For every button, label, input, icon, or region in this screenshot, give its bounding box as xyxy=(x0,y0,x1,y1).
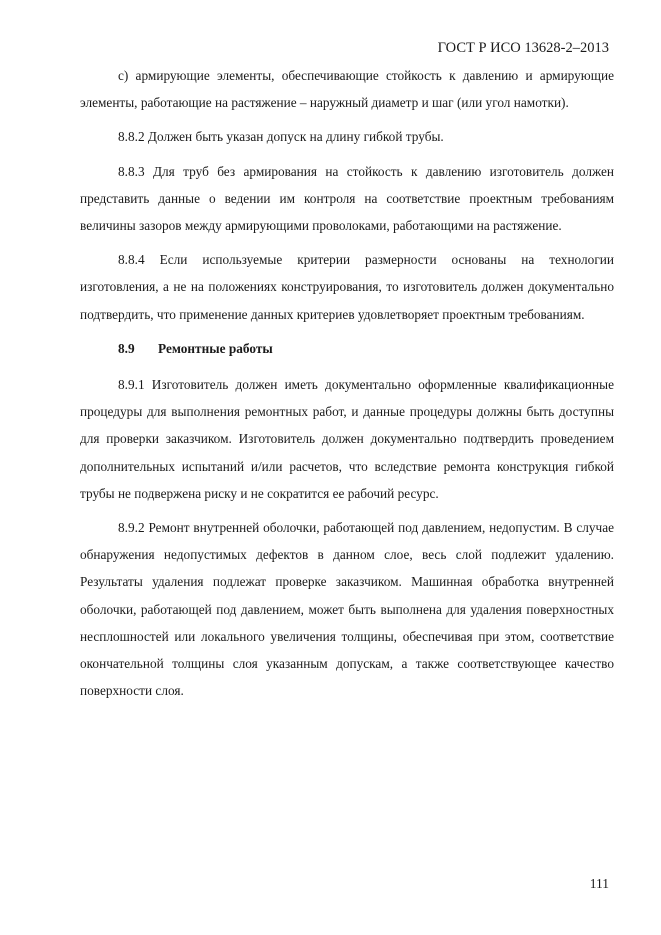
section-heading xyxy=(80,335,614,362)
page-number: 111 xyxy=(589,876,609,891)
paragraph-c: c) армирующие элементы, обеспечивающие стойкость к давлению и армирующие элементы, работающие на растяжение – наружный диаметр и шаг (или угол намотки). xyxy=(80,68,614,111)
section-title: Ремонтные работы xyxy=(158,340,273,356)
paragraph-8-8-2: 8.8.2 Должен быть указан допуск на длину гибкой трубы. xyxy=(118,129,444,145)
document-code-header: ГОСТ Р ИСО 13628-2–2013 xyxy=(437,40,609,56)
section-number: 8.9 xyxy=(118,340,135,356)
paragraph-8-8-3: 8.8.3 Для труб без армирования на стойкость к давлению изготовитель должен представить данные о ведении им контроля на соответствие проектным требованиям величины зазоров между армирующими проволоками, работающими на растяжение. xyxy=(80,163,614,234)
paragraph-8-8-4: 8.8.4 Если используемые критерии размерности основаны на технологии изготовления, а не на положениях конструирования, то изготовитель должен документально подтвердить, что применение данных критериев удовлетворяет проектным требованиям. xyxy=(80,252,614,322)
paragraph-8-9-2: 8.9.2 Ремонт внутренней оболочки, работающей под давлением, недопустим. В случае обнаружения недопустимых дефектов в данном слое, весь слой подлежит удалению. Результаты удаления подлежат проверке заказчиком. Машинная обработка внутренней оболочки, работающей под давлением, может быть выполнена для удаления поверхностных несплошностей или локального увеличения толщины, обеспечивая при этом, соответствие окончательной толщины слоя указанным допускам, а также соответствующее качество поверхности слоя. xyxy=(80,520,614,699)
document-body xyxy=(80,62,614,711)
paragraph-8-9-1: 8.9.1 Изготовитель должен иметь документально оформленные квалификационные процедуры для выполнения ремонтных работ, и данные процедуры должны быть доступны для проверки заказчиком. Изготовитель должен документально подтвердить проведением дополнительных испытаний и/или расчетов, что вследствие ремонта конструкция гибкой трубы не подвержена риску и не сократится ее рабочий ресурс. xyxy=(80,377,614,501)
